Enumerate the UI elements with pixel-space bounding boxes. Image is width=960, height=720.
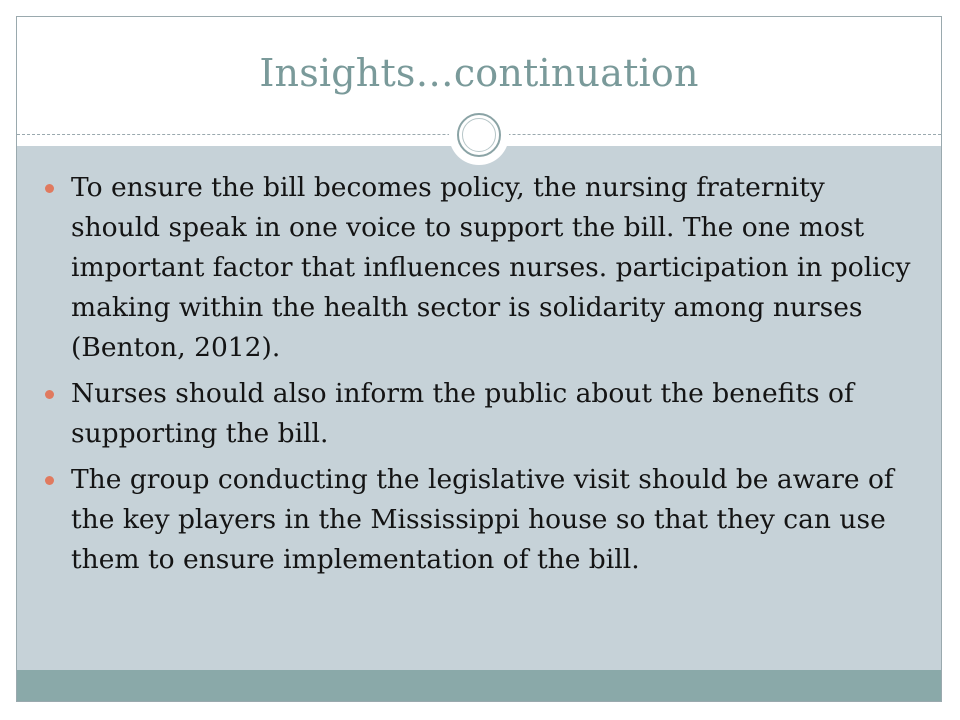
bullet-text: To ensure the bill becomes policy, the nursing fraternity should speak in one voice to support the bill. The one most important factor that influences nurses. participation in policy making within the health sector is solidarity among nurses (Benton, 2012).: [71, 172, 911, 363]
bullet-list: [17, 146, 941, 580]
circle-ring-icon: [449, 105, 509, 165]
dot-bullet-icon: [45, 476, 54, 485]
bullet-text: Nurses should also inform the public about the benefits of supporting the bill.: [71, 378, 854, 449]
slide: [16, 16, 942, 702]
dot-bullet-icon: [45, 184, 54, 193]
slide-title: Insights…continuation: [259, 51, 699, 95]
bullet-item: [43, 460, 911, 580]
bullet-item: [43, 374, 911, 454]
content-area: [17, 146, 941, 670]
bullet-item: [43, 168, 911, 368]
bullet-text: The group conducting the legislative visit should be aware of the key players in the Mississippi house so that they can use them to ensure implementation of the bill.: [71, 464, 894, 575]
dot-bullet-icon: [45, 390, 54, 399]
footer-band: [17, 670, 941, 702]
